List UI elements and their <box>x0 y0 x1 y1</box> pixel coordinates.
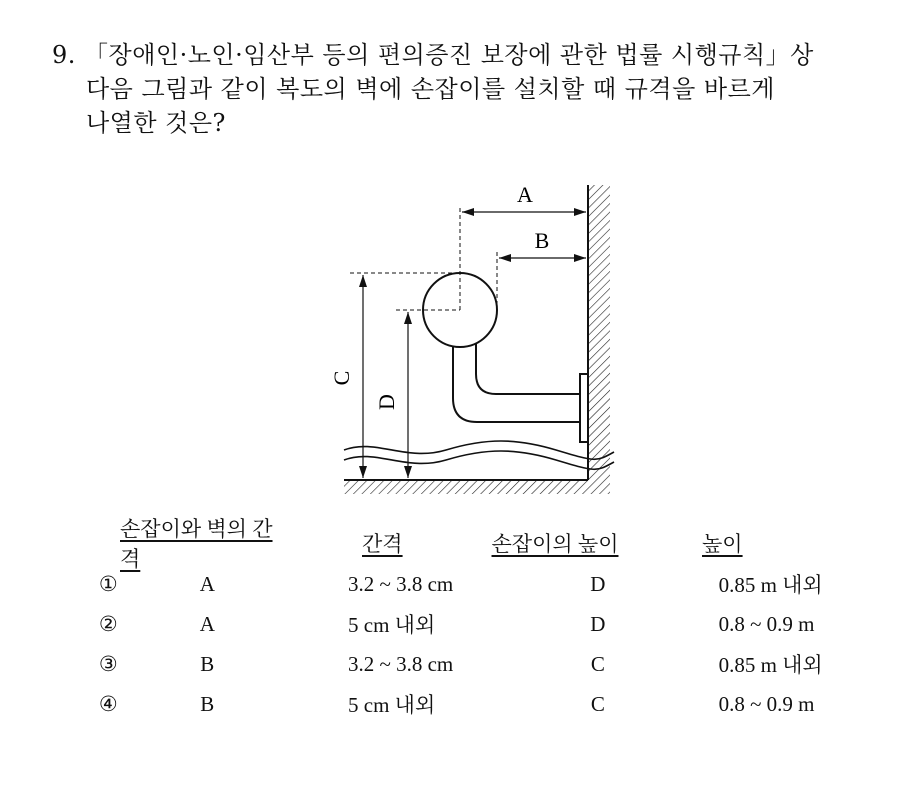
handrail-bracket <box>453 340 580 422</box>
option-gap: 5 cm 내외 <box>348 613 436 637</box>
label-b: B <box>534 228 550 253</box>
break-line <box>344 451 614 469</box>
option-height-ref: D <box>590 611 606 636</box>
option-gap-ref: B <box>200 651 215 676</box>
option-number: ② <box>98 611 118 636</box>
option-number: ③ <box>98 651 118 676</box>
question-line-3: 나열한 것은? <box>86 109 226 137</box>
label-c: C <box>329 370 354 386</box>
header-gap: 간격 <box>362 532 403 556</box>
answer-table-header <box>80 517 860 571</box>
wall-hatch <box>588 185 610 480</box>
option-height-ref: D <box>590 571 606 596</box>
handrail-diagram <box>329 180 626 510</box>
option-gap-ref: B <box>200 691 215 716</box>
option-gap: 3.2 ~ 3.8 cm <box>348 651 454 676</box>
break-line <box>344 441 614 459</box>
label-a: A <box>517 182 533 207</box>
answer-table <box>80 517 860 724</box>
option-height-ref: C <box>590 651 605 676</box>
header-height-ref: 손잡이의 높이 <box>491 532 619 556</box>
header-gap-ref: 손잡이와 벽의 간격 <box>120 517 273 571</box>
option-gap: 3.2 ~ 3.8 cm <box>348 571 454 596</box>
option-number: ④ <box>98 691 118 716</box>
header-height: 높이 <box>702 532 743 556</box>
question-line-2: 다음 그림과 같이 복도의 벽에 손잡이를 설치할 때 규격을 바르게 <box>86 75 775 103</box>
question-line-1: 9. 「장애인·노인·임산부 등의 편의증진 보장에 관한 법률 시행규칙」상 <box>52 41 814 69</box>
label-d: D <box>374 394 399 410</box>
floor-hatch <box>344 480 610 494</box>
option-height-ref: C <box>590 691 605 716</box>
option-height: 0.8 ~ 0.9 m <box>718 611 815 636</box>
answer-option-4[interactable] <box>80 684 860 724</box>
option-gap-ref: A <box>199 571 215 596</box>
option-height: 0.8 ~ 0.9 m <box>718 691 815 716</box>
option-height: 0.85 m 내외 <box>718 573 823 597</box>
option-height: 0.85 m 내외 <box>718 653 823 677</box>
answer-option-3[interactable] <box>80 644 860 684</box>
question-text <box>52 38 882 140</box>
option-number: ① <box>98 571 118 596</box>
option-gap-ref: A <box>199 611 215 636</box>
option-gap: 5 cm 내외 <box>348 693 436 717</box>
answer-option-2[interactable] <box>80 604 860 644</box>
wall-plate <box>580 374 588 442</box>
